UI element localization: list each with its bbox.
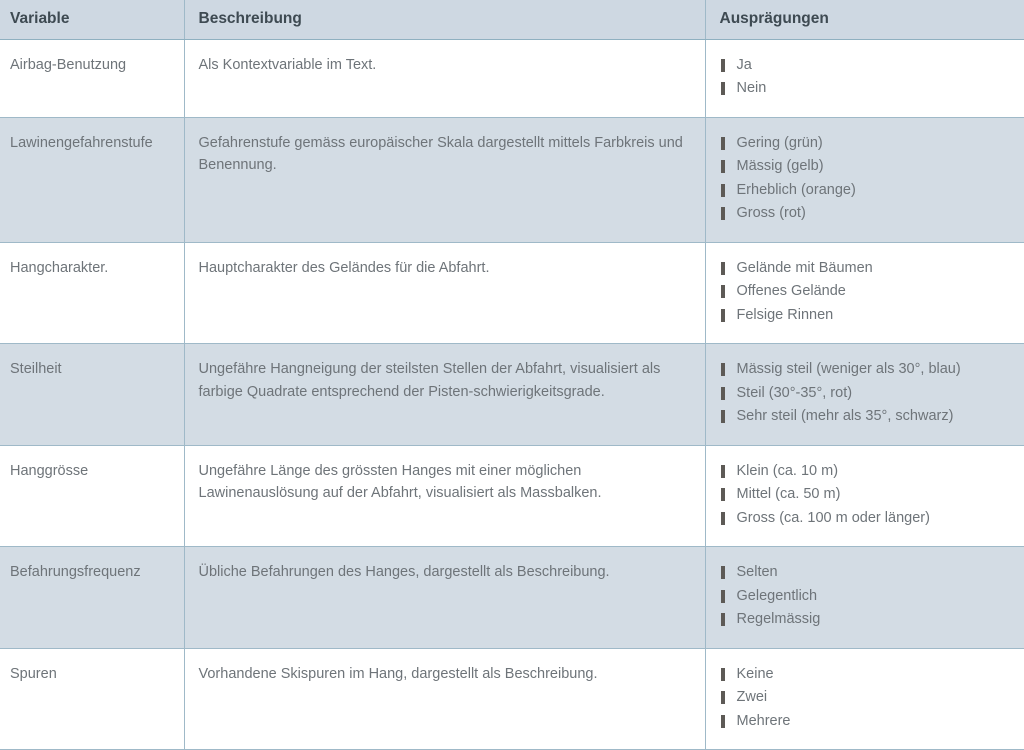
value-label: Steil (30°-35°, rot) bbox=[736, 384, 853, 401]
value-list bbox=[720, 257, 1011, 327]
cell-description bbox=[184, 40, 705, 118]
value-label: Mässig steil (weniger als 30°, blau) bbox=[736, 361, 961, 378]
cell-auspraegungen bbox=[705, 117, 1024, 242]
description-text: Übliche Befahrungen des Hanges, dargestellt als Beschreibung. bbox=[198, 564, 610, 581]
cell-description bbox=[184, 117, 705, 242]
bar-bullet-icon bbox=[721, 207, 725, 220]
value-list bbox=[720, 561, 1011, 631]
value-list-item bbox=[720, 608, 1011, 631]
bar-bullet-icon bbox=[721, 590, 725, 603]
cell-variable: Hangcharakter. bbox=[0, 242, 184, 343]
bar-bullet-icon bbox=[721, 363, 725, 376]
value-list-item bbox=[720, 382, 1011, 405]
bar-bullet-icon bbox=[721, 309, 725, 322]
value-label: Zwei bbox=[736, 689, 768, 706]
value-list-item bbox=[720, 132, 1011, 155]
value-list-item bbox=[720, 304, 1011, 327]
value-label: Gelegentlich bbox=[736, 587, 818, 604]
cell-variable: Spuren bbox=[0, 648, 184, 749]
cell-auspraegungen bbox=[705, 242, 1024, 343]
table-header-row bbox=[0, 0, 1024, 40]
value-list-item bbox=[720, 257, 1011, 280]
description-text: Ungefähre Länge des grössten Hanges mit einer möglichen Lawinenauslösung auf der Abfahrt, visualisiert als Massbalken. bbox=[198, 462, 602, 502]
value-label: Ja bbox=[736, 57, 752, 73]
cell-variable: Lawinengefahrenstufe bbox=[0, 117, 184, 242]
value-label: Nein bbox=[736, 80, 767, 97]
table-row bbox=[0, 445, 1024, 546]
cell-auspraegungen bbox=[705, 40, 1024, 118]
bar-bullet-icon bbox=[721, 387, 725, 400]
value-list-item bbox=[720, 710, 1011, 733]
table-row bbox=[0, 117, 1024, 242]
value-label: Sehr steil (mehr als 35°, schwarz) bbox=[736, 408, 954, 425]
value-list-item bbox=[720, 54, 1011, 77]
table-row bbox=[0, 344, 1024, 445]
value-label: Erheblich (orange) bbox=[736, 181, 856, 198]
value-list bbox=[720, 54, 1011, 101]
bar-bullet-icon bbox=[721, 488, 725, 501]
value-list-item bbox=[720, 202, 1011, 225]
value-list-item bbox=[720, 585, 1011, 608]
bar-bullet-icon bbox=[721, 668, 725, 681]
value-label: Mittel (ca. 50 m) bbox=[736, 486, 841, 503]
value-list-item bbox=[720, 77, 1011, 100]
table-row bbox=[0, 648, 1024, 749]
description-text: Ungefähre Hangneigung der steilsten Stellen der Abfahrt, visualisiert als farbige Quadrate entsprechend der Pisten-schwierigkeitsgrade. bbox=[198, 361, 661, 400]
value-list-item bbox=[720, 507, 1011, 530]
cell-auspraegungen bbox=[705, 648, 1024, 749]
bar-bullet-icon bbox=[721, 691, 725, 704]
cell-variable: Hanggrösse bbox=[0, 445, 184, 546]
cell-description bbox=[184, 242, 705, 343]
value-list-item bbox=[720, 155, 1011, 178]
value-label: Mässig (gelb) bbox=[736, 158, 824, 175]
cell-description bbox=[184, 547, 705, 648]
value-label: Klein (ca. 10 m) bbox=[736, 462, 839, 479]
bar-bullet-icon bbox=[721, 262, 725, 275]
cell-auspraegungen bbox=[705, 445, 1024, 546]
bar-bullet-icon bbox=[721, 82, 725, 95]
value-label: Mehrere bbox=[736, 712, 791, 729]
column-header-variable: Variable bbox=[0, 0, 184, 40]
value-list-item bbox=[720, 561, 1011, 584]
value-label: Felsige Rinnen bbox=[736, 306, 834, 323]
table-row bbox=[0, 242, 1024, 343]
cell-auspraegungen bbox=[705, 344, 1024, 445]
bar-bullet-icon bbox=[721, 59, 725, 72]
cell-auspraegungen bbox=[705, 547, 1024, 648]
bar-bullet-icon bbox=[721, 566, 725, 579]
bar-bullet-icon bbox=[721, 285, 725, 298]
value-label: Selten bbox=[736, 564, 778, 581]
value-label: Gross (rot) bbox=[736, 205, 806, 222]
value-label: Regelmässig bbox=[736, 611, 821, 628]
value-list-item bbox=[720, 460, 1011, 483]
table-header bbox=[0, 0, 1024, 40]
bar-bullet-icon bbox=[721, 715, 725, 728]
description-text: Vorhandene Skispuren im Hang, dargestellt als Beschreibung. bbox=[198, 665, 598, 682]
value-list-item bbox=[720, 358, 1011, 381]
column-header-beschreibung: Beschreibung bbox=[184, 0, 705, 40]
value-label: Gelände mit Bäumen bbox=[736, 259, 873, 276]
value-list-item bbox=[720, 686, 1011, 709]
bar-bullet-icon bbox=[721, 137, 725, 150]
value-label: Offenes Gelände bbox=[736, 283, 846, 300]
column-header-auspraegungen: Ausprägungen bbox=[705, 0, 1024, 40]
value-label: Keine bbox=[736, 665, 774, 682]
description-text: Gefahrenstufe gemäss europäischer Skala dargestellt mittels Farbkreis und Benennung. bbox=[198, 134, 683, 174]
cell-variable: Befahrungsfrequenz bbox=[0, 547, 184, 648]
value-label: Gross (ca. 100 m oder länger) bbox=[736, 509, 930, 526]
value-list bbox=[720, 663, 1011, 733]
bar-bullet-icon bbox=[721, 410, 725, 423]
value-list-item bbox=[720, 179, 1011, 202]
bar-bullet-icon bbox=[721, 613, 725, 626]
value-list-item bbox=[720, 663, 1011, 686]
value-list bbox=[720, 132, 1011, 226]
value-list-item bbox=[720, 405, 1011, 428]
value-list-item bbox=[720, 483, 1011, 506]
cell-description bbox=[184, 344, 705, 445]
bar-bullet-icon bbox=[721, 512, 725, 525]
cell-description bbox=[184, 648, 705, 749]
value-list bbox=[720, 460, 1011, 530]
value-list bbox=[720, 358, 1011, 428]
description-text: Hauptcharakter des Geländes für die Abfahrt. bbox=[198, 259, 490, 276]
cell-variable: Steilheit bbox=[0, 344, 184, 445]
table-body bbox=[0, 40, 1024, 750]
bar-bullet-icon bbox=[721, 465, 725, 478]
bar-bullet-icon bbox=[721, 160, 725, 173]
value-list-item bbox=[720, 280, 1011, 303]
description-text: Als Kontextvariable im Text. bbox=[198, 57, 377, 73]
table-row bbox=[0, 547, 1024, 648]
table-row bbox=[0, 40, 1024, 118]
cell-description bbox=[184, 445, 705, 546]
cell-variable: Airbag-Benutzung bbox=[0, 40, 184, 118]
bar-bullet-icon bbox=[721, 184, 725, 197]
value-label: Gering (grün) bbox=[736, 134, 823, 151]
